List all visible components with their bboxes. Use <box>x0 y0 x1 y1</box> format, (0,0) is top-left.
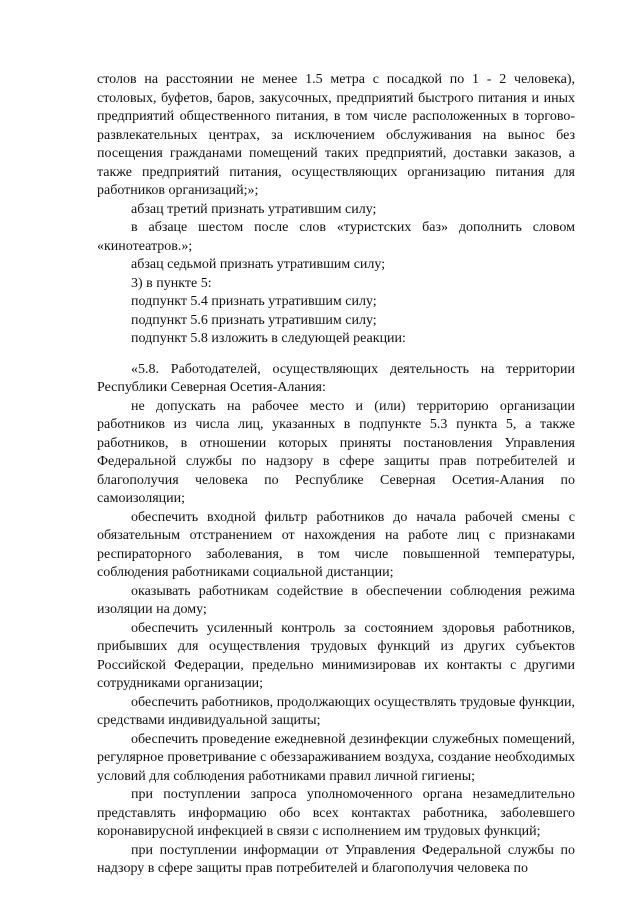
paragraph-9: «5.8. Работодателей, осуществляющих деятельность на территории Республики Северная Осетия-Алания: <box>97 361 575 395</box>
paragraph-7: подпункт 5.6 признать утратившим силу; <box>131 312 377 328</box>
paragraph-11: обеспечить входной фильтр работников до начала рабочей смены с обязательным отстранением от нахождения на работе лиц с признаками респираторного заболевания, в том числе повышенной температуры, соблюдения работниками социальной дистанции; <box>97 509 575 580</box>
paragraph-5: 3) в пункте 5: <box>131 275 212 291</box>
paragraph-12: оказывать работникам содействие в обеспечении соблюдения режима изоляции на дому; <box>97 583 575 617</box>
paragraph-1: столов на расстоянии не менее 1.5 метра с посадкой по 1 - 2 человека), столовых, буфетов, баров, закусочных, предприятий быстрого питания и иных предприятий общественного питания, в том числе расположенных в торгово-развлекательных центрах, за исключением обслуживания на вынос без посещения гражданами помещений таких предприятий, доставки заказов, а также предприятий питания, осуществляющих организацию питания для работников организаций;»; <box>97 72 575 198</box>
paragraph-8: подпункт 5.8 изложить в следующей реакции: <box>131 331 406 346</box>
paragraph-4: абзац седьмой признать утратившим силу; <box>131 257 386 272</box>
paragraph-16: при поступлении запроса уполномоченного органа незамедлительно представлять информацию обо всех контактах работника, заболевшего коронавирусной инфекцией в связи с исполнением им трудовых функций; <box>97 787 575 839</box>
document-body <box>97 71 575 879</box>
paragraph-17: при поступлении информации от Управления Федеральной службы по надзору в сфере защиты прав потребителей и благополучия человека по <box>97 842 575 876</box>
paragraph-13: обеспечить усиленный контроль за состоянием здоровья работников, прибывших для осуществления трудовых функций из других субъектов Российской Федерации, предельно минимизировав их контакты с другими сотрудниками организации; <box>97 620 575 691</box>
paragraph-2: абзац третий признать утратившим силу; <box>131 201 377 217</box>
paragraph-10: не допускать на рабочее место и (или) территорию организации работников из числа лиц, указанных в подпункте 5.3 пункта 5, а также работников, в отношении которых приняты постановления Управления Федеральной службы по надзору в сфере защиты прав потребителей и благополучия человека по Республике Северная Осетия-Алания по самоизоляции; <box>97 398 575 506</box>
paragraph-3: в абзаце шестом после слов «туристских баз» дополнить словом «кинотеатров.»; <box>97 220 575 254</box>
paragraph-6: подпункт 5.4 признать утратившим силу; <box>131 294 377 309</box>
paragraph-15: обеспечить проведение ежедневной дезинфекции служебных помещений, регулярное проветривание с обеззараживанием воздуха, создание необходимых условий для соблюдения работниками правил личной гигиены; <box>97 731 575 784</box>
paragraph-14: обеспечить работников, продолжающих осуществлять трудовые функции, средствами индивидуальной защиты; <box>97 694 575 728</box>
